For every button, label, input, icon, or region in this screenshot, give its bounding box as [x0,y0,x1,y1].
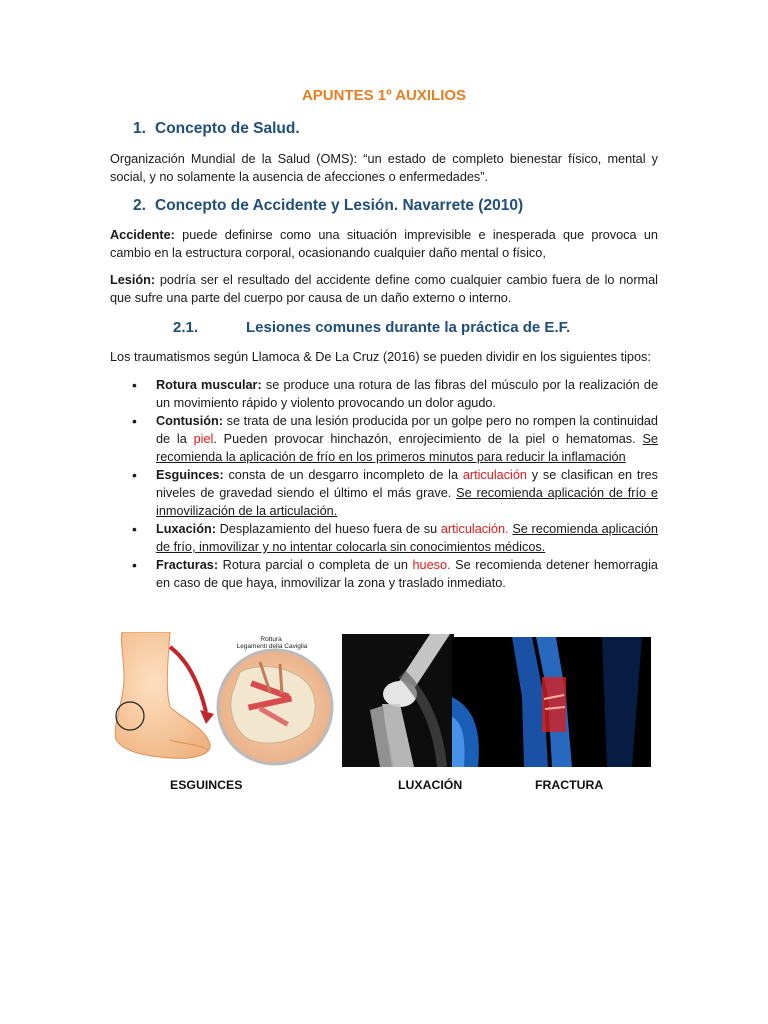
definition-text: puede definirse como una situación imprevisible e inesperada que provoca un cambio en la estructura corporal, ocasionando cualquier daño mental o físico, [110,228,658,260]
item-text: y se clasifican en tres niveles de gravedad siendo el último el más grave. [156,468,658,500]
definition-text: podría ser el resultado del accidente define como cualquier cambio fuera de lo normal que sufre una parte del cuerpo por causa de un daño externo o interno. [110,273,658,305]
accidente-definition [110,226,658,262]
term: Rotura muscular: [156,378,262,392]
dislocation-xray-image [342,634,454,767]
list-item [110,412,658,466]
oms-definition: Organización Mundial de la Salud (OMS): “un estado de completo bienestar físico, mental y social, y no solamente la ausencia de afecciones o enfermedades”. [110,152,658,184]
intro-paragraph: Los traumatismos según Llamoca & De La Cruz (2016) se pueden dividir en los siguientes tipos: [110,350,651,364]
section-title: Lesiones comunes durante la práctica de E.F. [246,319,571,336]
section-title: Concepto de Accidente y Lesión. Navarrete (2010) [155,197,524,214]
image-label: Rottura Legamenti della Caviglia [236,636,308,650]
list-item [110,556,658,592]
fracture-image [452,637,651,767]
section-number: 2. [133,197,146,214]
item-text: . Pueden provocar hinchazón, enrojecimiento de la piel o hematomas. [213,432,643,446]
caption-fractura: FRACTURA [535,778,604,792]
list-item [110,466,658,520]
item-text: Desplazamiento del hueso fuera de su [215,522,441,536]
section-2-heading [133,197,523,215]
ankle-sprain-illustration [110,632,340,767]
term: Luxación: [156,522,216,536]
recommendation: Se recomienda la aplicación de frío en los primeros minutos para reducir la inflamación [156,432,658,464]
section-number: 2.1. [173,319,199,336]
lesion-definition [110,271,658,307]
recommendation: Se recomienda aplicación de frío e inmovilización de la articulación. [156,486,658,518]
highlight-red: piel [193,432,214,446]
item-text: consta de un desgarro incompleto de la [223,468,463,482]
item-text: se trata de una lesión producida por un golpe pero no rompen la continuidad de la [156,414,658,446]
section-number: 1. [133,120,146,137]
term: Lesión: [110,273,156,287]
item-text: Rotura parcial o completa de un [218,558,413,572]
term: Contusión: [156,414,223,428]
recommendation: Se recomienda aplicación de frío, inmovilizar y no intentar colocarla sin conocimientos médicos. [156,522,658,554]
highlight-red: articulación [462,468,527,482]
section-title: Concepto de Salud. [155,120,300,137]
item-text: Se recomienda detener hemorragia en caso de que haya, inmovilizar la zona y traslado inmediato. [156,558,658,590]
injury-list [110,376,658,592]
section-1-heading [133,120,300,138]
term: Esguinces: [156,468,224,482]
caption-luxacion: LUXACIÓN [398,778,463,792]
caption-esguinces: ESGUINCES [170,778,243,792]
document-title: APUNTES 1º AUXILIOS [301,87,467,104]
term: Fracturas: [156,558,219,572]
list-item [110,376,658,412]
highlight-red: articulación. [440,522,509,536]
section-2-1-heading [173,319,570,336]
term: Accidente: [110,228,175,242]
highlight-red: hueso. [412,558,451,572]
item-text: se produce una rotura de las fibras del músculo por la realización de un movimiento rápido y violento provocando un dolor agudo. [156,378,658,410]
list-item [110,520,658,556]
